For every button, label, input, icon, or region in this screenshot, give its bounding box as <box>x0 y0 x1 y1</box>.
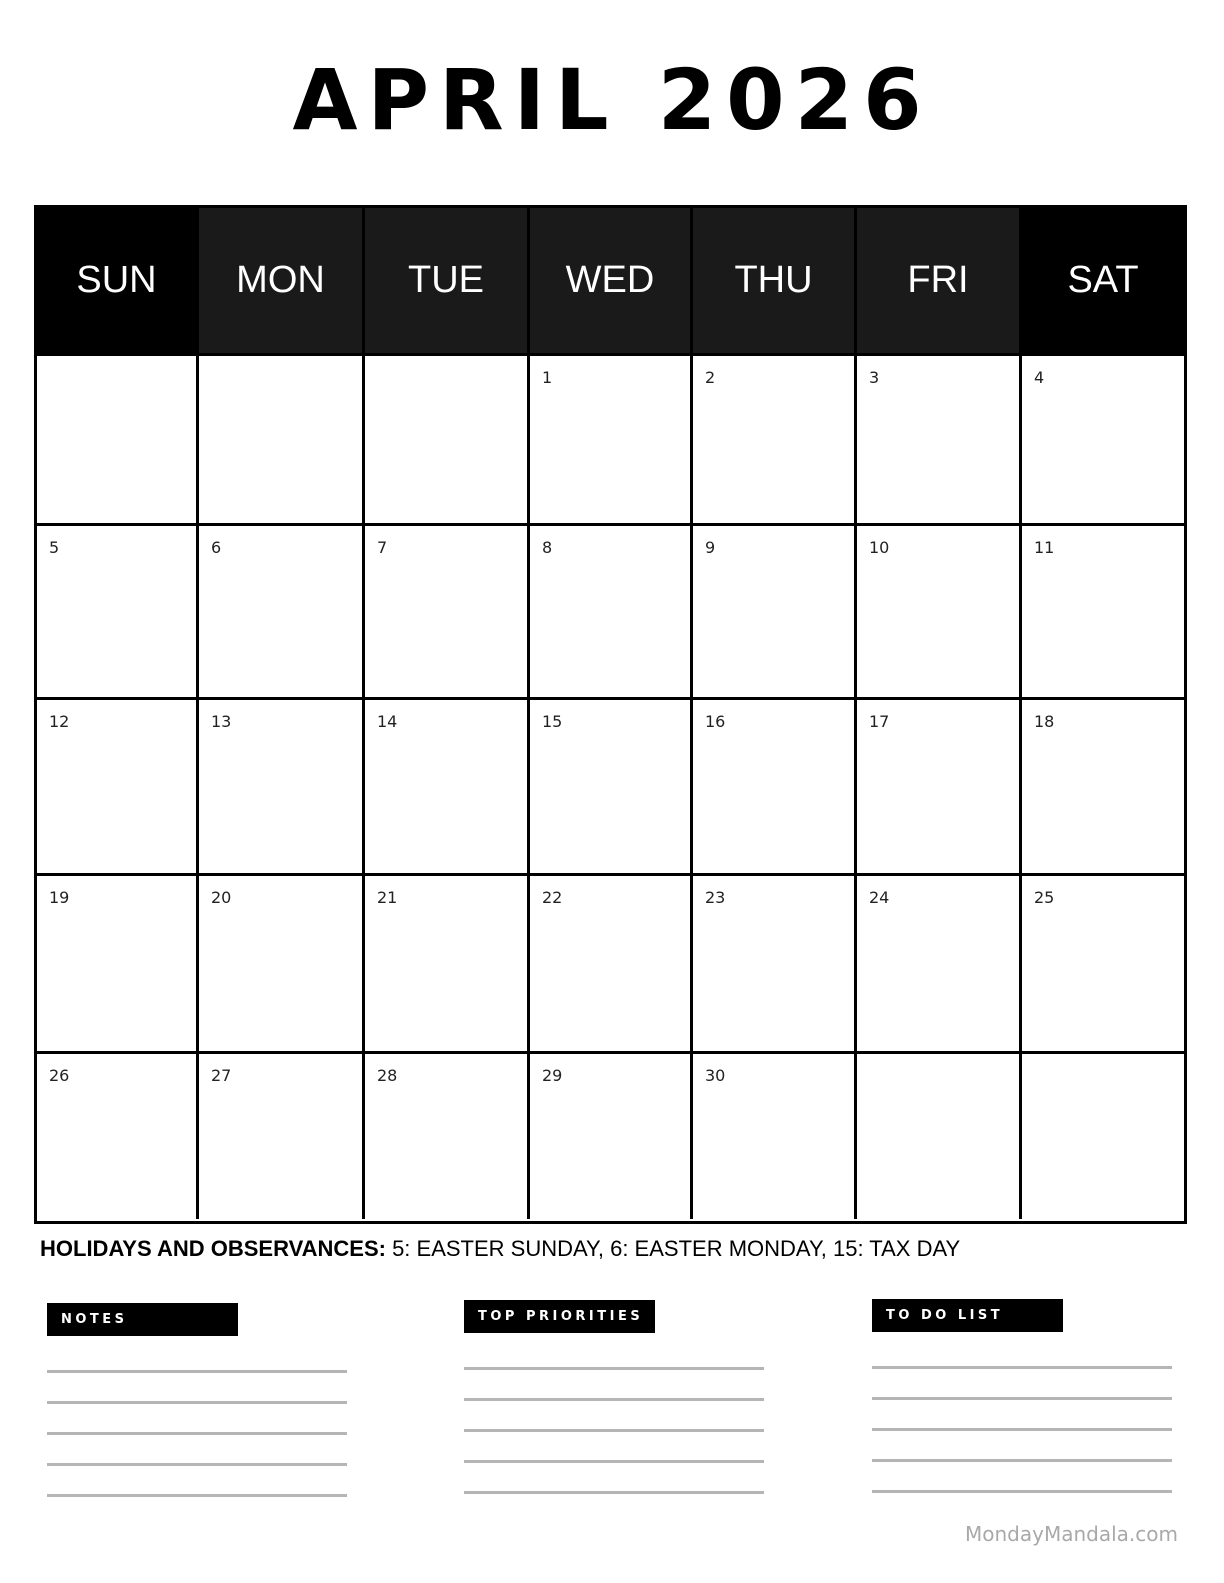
day-cell[interactable] <box>693 1054 857 1219</box>
day-cell[interactable] <box>199 876 365 1051</box>
priorities-line <box>464 1429 764 1432</box>
priorities-line <box>464 1398 764 1401</box>
weekday-fri: FRI <box>857 208 1022 353</box>
empty-day-cell[interactable] <box>199 356 365 523</box>
day-number: 18 <box>1034 712 1055 731</box>
day-number: 21 <box>377 888 398 907</box>
empty-day-cell[interactable] <box>1022 1054 1184 1219</box>
day-number: 1 <box>542 368 553 387</box>
day-cell[interactable] <box>365 1054 530 1219</box>
day-cell[interactable] <box>1022 700 1184 873</box>
day-number: 9 <box>705 538 716 557</box>
priorities-label: TOP PRIORITIES <box>464 1300 655 1333</box>
day-cell[interactable] <box>37 876 199 1051</box>
notes-line <box>47 1432 347 1435</box>
notes-panel <box>47 1303 347 1525</box>
day-cell[interactable] <box>530 1054 693 1219</box>
weekday-thu: THU <box>693 208 857 353</box>
day-cell[interactable] <box>530 876 693 1051</box>
day-number: 4 <box>1034 368 1045 387</box>
weekday-sat: SAT <box>1022 208 1184 353</box>
day-number: 20 <box>211 888 232 907</box>
day-number: 26 <box>49 1066 70 1085</box>
day-cell[interactable] <box>37 526 199 697</box>
day-number: 8 <box>542 538 553 557</box>
day-number: 15 <box>542 712 563 731</box>
day-number: 10 <box>869 538 890 557</box>
day-number: 16 <box>705 712 726 731</box>
holidays-label: HOLIDAYS AND OBSERVANCES: <box>40 1236 386 1261</box>
day-number: 19 <box>49 888 70 907</box>
priorities-line <box>464 1367 764 1370</box>
day-cell[interactable] <box>365 700 530 873</box>
week-row <box>37 523 1184 697</box>
empty-day-cell[interactable] <box>365 356 530 523</box>
day-cell[interactable] <box>693 356 857 523</box>
todo-panel <box>872 1299 1172 1521</box>
day-number: 29 <box>542 1066 563 1085</box>
day-number: 12 <box>49 712 70 731</box>
empty-day-cell[interactable] <box>857 1054 1022 1219</box>
week-row <box>37 1051 1184 1219</box>
todo-label: TO DO LIST <box>872 1299 1063 1332</box>
week-row <box>37 353 1184 523</box>
day-cell[interactable] <box>693 876 857 1051</box>
notes-line <box>47 1401 347 1404</box>
day-cell[interactable] <box>693 526 857 697</box>
day-cell[interactable] <box>199 700 365 873</box>
day-number: 22 <box>542 888 563 907</box>
day-number: 5 <box>49 538 60 557</box>
priorities-line <box>464 1460 764 1463</box>
todo-line <box>872 1428 1172 1431</box>
day-cell[interactable] <box>1022 876 1184 1051</box>
brand-watermark: MondayMandala.com <box>965 1522 1178 1546</box>
todo-line <box>872 1366 1172 1369</box>
week-row <box>37 697 1184 873</box>
day-cell[interactable] <box>857 876 1022 1051</box>
day-cell[interactable] <box>37 1054 199 1219</box>
day-number: 7 <box>377 538 388 557</box>
day-number: 2 <box>705 368 716 387</box>
todo-lines <box>872 1366 1172 1493</box>
notes-lines <box>47 1370 347 1497</box>
priorities-line <box>464 1491 764 1494</box>
calendar-body <box>37 353 1184 1219</box>
weekday-mon: MON <box>199 208 365 353</box>
day-number: 25 <box>1034 888 1055 907</box>
day-number: 3 <box>869 368 880 387</box>
day-number: 27 <box>211 1066 232 1085</box>
day-number: 13 <box>211 712 232 731</box>
priorities-lines <box>464 1367 764 1494</box>
day-cell[interactable] <box>199 1054 365 1219</box>
day-cell[interactable] <box>1022 356 1184 523</box>
day-cell[interactable] <box>199 526 365 697</box>
weekday-header <box>37 208 1184 353</box>
day-cell[interactable] <box>530 700 693 873</box>
day-cell[interactable] <box>857 700 1022 873</box>
day-cell[interactable] <box>365 876 530 1051</box>
day-number: 6 <box>211 538 222 557</box>
weekday-wed: WED <box>530 208 693 353</box>
calendar-grid <box>34 205 1187 1224</box>
day-cell[interactable] <box>530 526 693 697</box>
day-cell[interactable] <box>1022 526 1184 697</box>
day-number: 11 <box>1034 538 1055 557</box>
todo-line <box>872 1397 1172 1400</box>
day-cell[interactable] <box>693 700 857 873</box>
weekday-sun: SUN <box>37 208 199 353</box>
day-number: 14 <box>377 712 398 731</box>
day-number: 17 <box>869 712 890 731</box>
holidays-text: 5: EASTER SUNDAY, 6: EASTER MONDAY, 15: TAX DAY <box>385 1236 961 1261</box>
day-number: 30 <box>705 1066 726 1085</box>
todo-line <box>872 1459 1172 1462</box>
empty-day-cell[interactable] <box>37 356 199 523</box>
day-cell[interactable] <box>857 356 1022 523</box>
notes-line <box>47 1463 347 1466</box>
notes-label: NOTES <box>47 1303 238 1336</box>
day-cell[interactable] <box>365 526 530 697</box>
weekday-tue: TUE <box>365 208 530 353</box>
day-number: 24 <box>869 888 890 907</box>
day-cell[interactable] <box>530 356 693 523</box>
day-cell[interactable] <box>857 526 1022 697</box>
day-number: 28 <box>377 1066 398 1085</box>
page-title: APRIL 2026 <box>292 51 932 149</box>
day-cell[interactable] <box>37 700 199 873</box>
notes-line <box>47 1370 347 1373</box>
notes-line <box>47 1494 347 1497</box>
todo-line <box>872 1490 1172 1493</box>
week-row <box>37 873 1184 1051</box>
day-number: 23 <box>705 888 726 907</box>
holidays-line <box>40 1236 960 1262</box>
priorities-panel <box>464 1300 764 1522</box>
